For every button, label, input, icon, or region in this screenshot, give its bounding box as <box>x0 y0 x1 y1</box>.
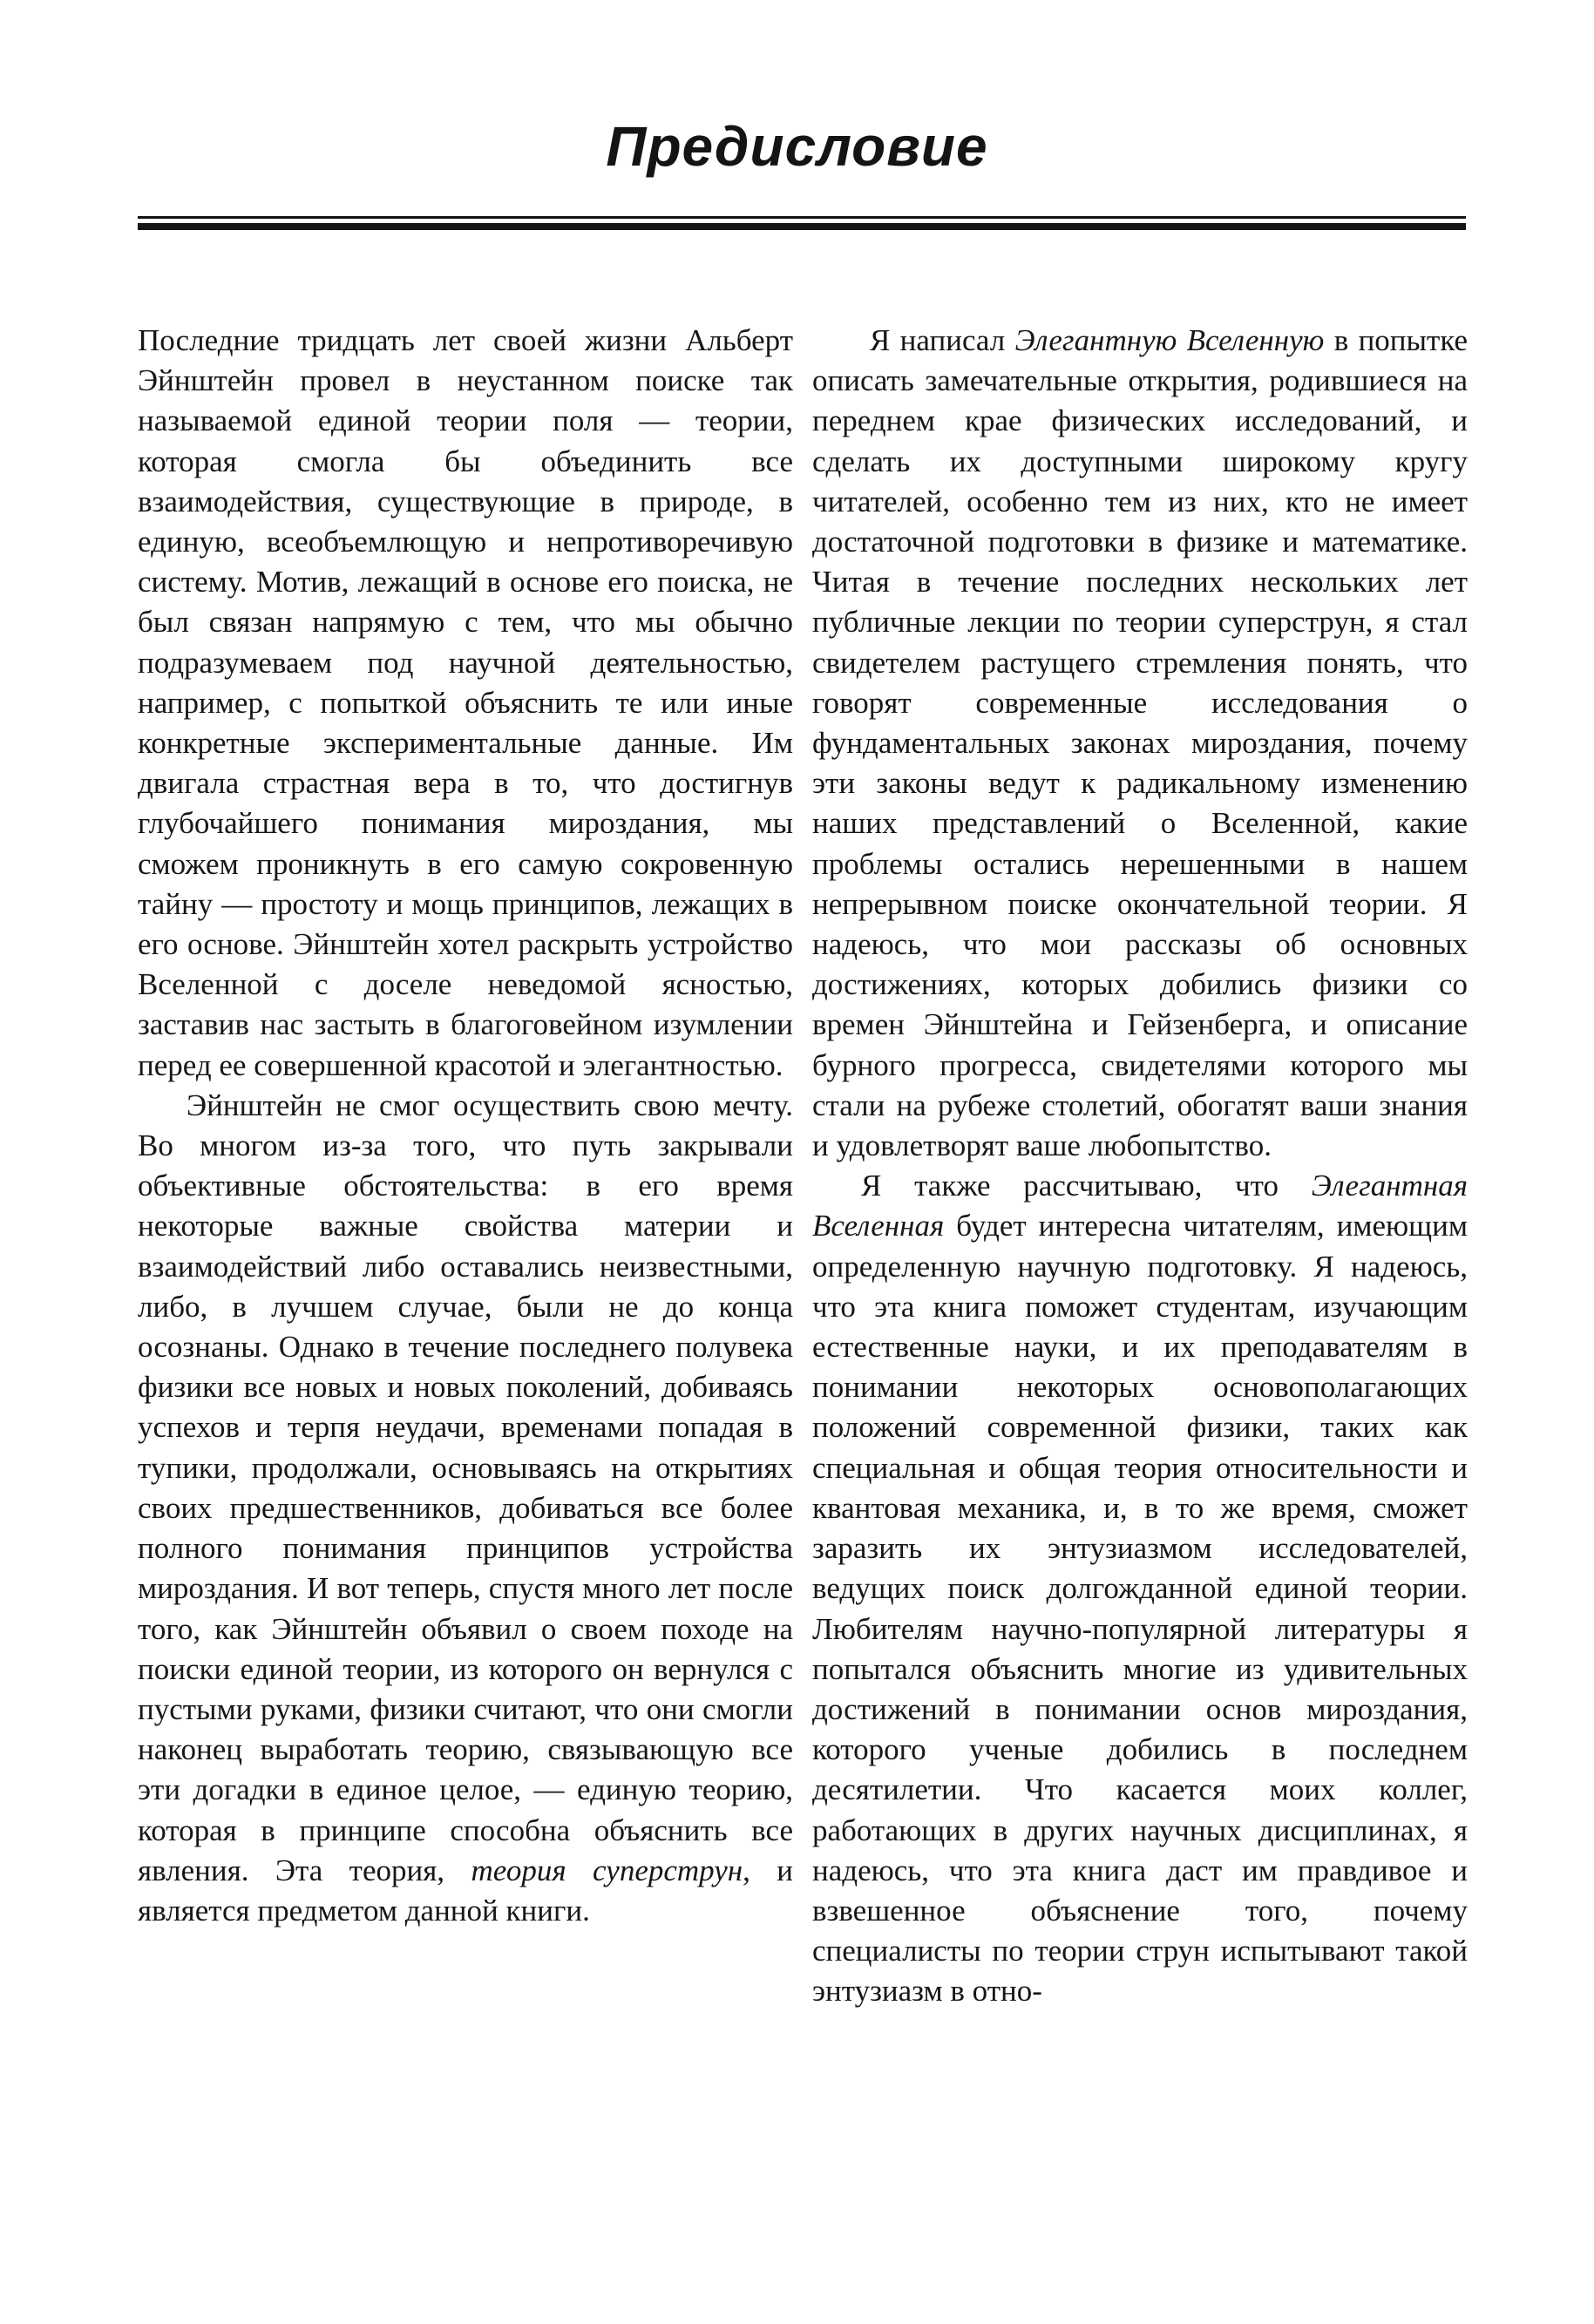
paragraph-text: будет интересна читателям, имеющим определенную научную подготовку. Я надеюсь, что эта книга поможет студентам, изучающим естественные науки, и их преподавателям в понимании некоторых основополагающих положений современной физики, таких как специальная и общая теория относительности и квантовая механика, и, в то же время, сможет заразить их энтузиазмом исследователей, ведущих поиск долгожданной единой теории. Любителям научно-популярной литературы я попытался объяснить многие из удивительных достижений в понимании основ мироздания, которого ученые добились в последнем десятилетии. Что касается моих коллег, работающих в других научных дисциплинах, я надеюсь, что эта книга даст им правдивое и взвешенное объяснение того, почему специалисты по теории струн испытывают такой энтузиазм в отно- <box>812 1209 1468 2009</box>
paragraph-text: , и является предметом данной книги. <box>138 1853 793 1928</box>
italic-term: теория суперструн <box>471 1853 743 1887</box>
paragraph <box>138 1086 793 1931</box>
paragraph-text: в попытке описать замечательные открытия, родившиеся на переднем крае физических исследований, и сделать их доступными широкому кругу читателей, особенно тем из них, кто не имеет достаточной подготовки в физике и математике. Читая в течение последних нескольких лет публичные лекции по теории суперструн, я стал свидетелем растущего стремления понять, что говорят современные исследования о фундаментальных законах мироздания, почему эти законы ведут к радикальному изменению наших представлений о Вселенной, какие проблемы остались нерешенными в нашем непрерывном поиске окончательной теории. Я надеюсь, что мои рассказы об основных достижениях, которых добились физики со времен Эйнштейна и Гейзенберга, и описание бурного прогресса, свидетелями которого мы стали на рубеже столетий, обогатят ваши знания и удовлетворят ваше любопытство. <box>812 323 1469 1163</box>
book-title-italic: Элегантная Вселенная <box>812 1169 1468 1243</box>
left-column <box>138 321 793 1931</box>
book-title-italic: Элегантную Вселенную <box>1014 323 1325 357</box>
paragraph-text: Последние тридцать лет своей жизни Альберт Эйнштейн провел в неустанном поиске так называемой единой теории поля — теории, которая смогла бы объединить все взаимодействия, существующие в природе, в единую, всеобъемлющую и непротиворечивую систему. Мотив, лежащий в основе его поиска, не был связан напрямую с тем, что мы обычно подразумеваем под научной деятельностью, например, с попыткой объяснить те или иные конкретные экспериментальные данные. Им двигала страстная вера в то, что достигнув глубочайшего понимания мироздания, мы сможем проникнуть в его самую сокровенную тайну — простоту и мощь принципов, лежащих в его основе. Эйнштейн хотел раскрыть устройство Вселенной с доселе неведомой ясностью, заставив нас застыть в благоговейном изумлении перед ее совершенной красотой и элегантностью. <box>138 323 793 1082</box>
paragraph-text: Эйнштейн не смог осуществить свою мечту. Во многом из-за того, что путь закрывали объективные обстоятельства: в его время некоторые важные свойства материи и взаимодействий либо оставались неизвестными, либо, в лучшем случае, были не до конца осознаны. Однако в течение последнего полувека физики все новых и новых поколений, добиваясь успехов и терпя неудачи, временами попадая в тупики, продолжали, основываясь на открытиях своих предшественников, добиваться все более полного понимания принципов устройства мироздания. И вот теперь, спустя много лет после того, как Эйнштейн объявил о своем походе на поиски единой теории, из которого он вернулся с пустыми руками, физики считают, что они смогли наконец выработать теорию, связывающую все эти догадки в единое целое, — единую теорию, которая в принципе способна объяснить все явления. Эта теория, <box>138 1087 793 1887</box>
paragraph <box>812 1166 1468 2011</box>
right-column <box>812 321 1468 2012</box>
heading-rule-thin <box>138 216 1466 219</box>
chapter-heading: Предисловие <box>606 115 988 178</box>
paragraph <box>138 321 793 1086</box>
paragraph <box>812 321 1468 1166</box>
paragraph-text: Я также рассчитываю, что <box>861 1169 1279 1203</box>
paragraph-text: Я написал <box>870 323 1006 357</box>
heading-rule-thick <box>138 223 1466 230</box>
